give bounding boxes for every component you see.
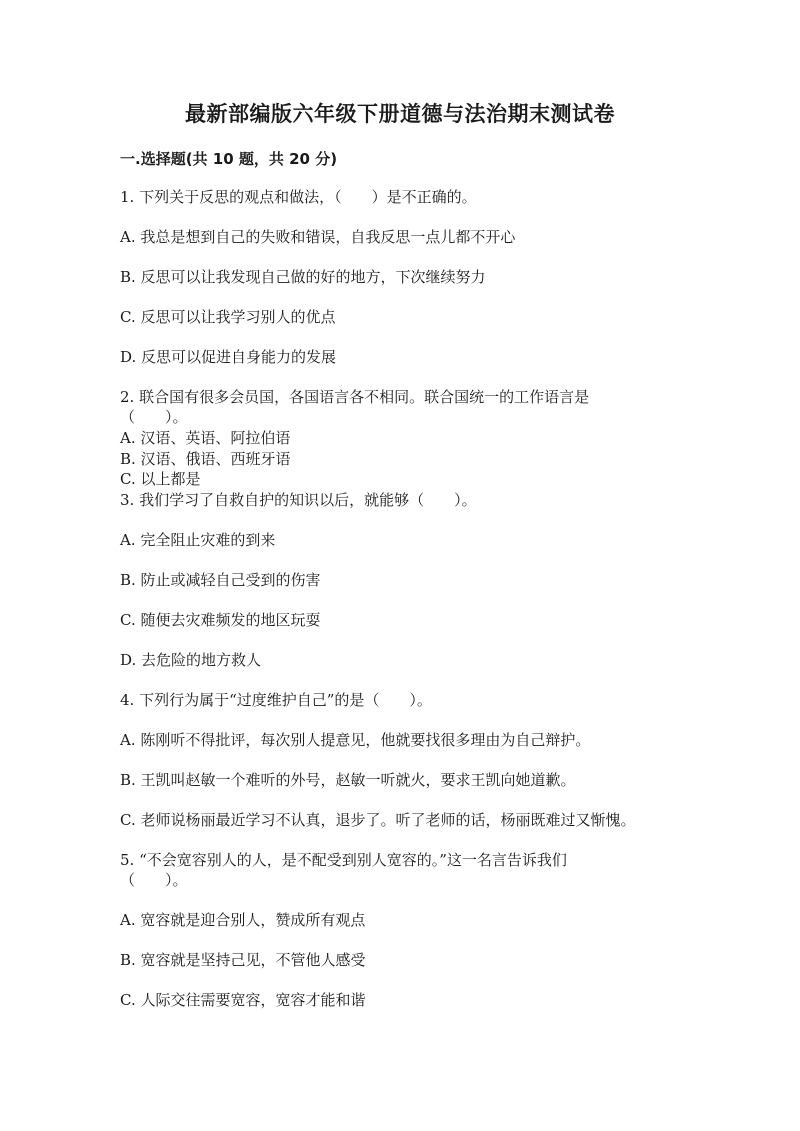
question-1-option-b: B. 反思可以让我发现自己做的好的地方，下次继续努力 bbox=[120, 268, 486, 286]
question-2-stem-cont: （ ）。 bbox=[120, 408, 188, 426]
question-3-option-d: D. 去危险的地方救人 bbox=[120, 651, 262, 669]
question-1-option-c: C. 反思可以让我学习别人的优点 bbox=[120, 308, 336, 326]
question-2-option-b: B. 汉语、俄语、西班牙语 bbox=[120, 450, 291, 468]
question-2-option-a: A. 汉语、英语、阿拉伯语 bbox=[120, 429, 291, 447]
question-1-option-a: A. 我总是想到自己的失败和错误，自我反思一点儿都不开心 bbox=[120, 228, 516, 246]
question-4-option-c: C. 老师说杨丽最近学习不认真，退步了。听了老师的话，杨丽既难过又惭愧。 bbox=[120, 811, 636, 829]
question-2-stem: 2. 联合国有很多会员国，各国语言各不相同。联合国统一的工作语言是 bbox=[120, 388, 590, 406]
question-3-option-c: C. 随便去灾难频发的地区玩耍 bbox=[120, 611, 321, 629]
question-2-option-c: C. 以上都是 bbox=[120, 470, 201, 488]
question-3-option-b: B. 防止或减轻自己受到的伤害 bbox=[120, 571, 321, 589]
question-4-option-b: B. 王凯叫赵敏一个难听的外号，赵敏一听就火，要求王凯向她道歉。 bbox=[120, 771, 576, 789]
question-5-stem-cont: （ ）。 bbox=[120, 871, 188, 889]
question-4-stem: 4. 下列行为属于“过度维护自己”的是（ ）。 bbox=[120, 691, 432, 709]
question-5-option-a: A. 宽容就是迎合别人，赞成所有观点 bbox=[120, 911, 366, 929]
question-5-option-c: C. 人际交往需要宽容，宽容才能和谐 bbox=[120, 991, 366, 1009]
question-1-option-d: D. 反思可以促进自身能力的发展 bbox=[120, 348, 337, 366]
question-5-option-b: B. 宽容就是坚持己见，不管他人感受 bbox=[120, 951, 366, 969]
question-3-stem: 3. 我们学习了自救自护的知识以后，就能够（ ）。 bbox=[120, 491, 477, 509]
question-4-option-a: A. 陈刚听不得批评，每次别人提意见，他就要找很多理由为自己辩护。 bbox=[120, 731, 591, 749]
question-1-stem: 1. 下列关于反思的观点和做法，（ ）是不正确的。 bbox=[120, 188, 477, 206]
section-heading: 一.选择题(共 10 题，共 20 分) bbox=[120, 150, 338, 168]
page-title: 最新部编版六年级下册道德与法治期末测试卷 bbox=[185, 102, 615, 126]
question-3-option-a: A. 完全阻止灾难的到来 bbox=[120, 531, 276, 549]
question-5-stem: 5. “不会宽容别人的人，是不配受到别人宽容的。”这一名言告诉我们 bbox=[120, 851, 567, 869]
